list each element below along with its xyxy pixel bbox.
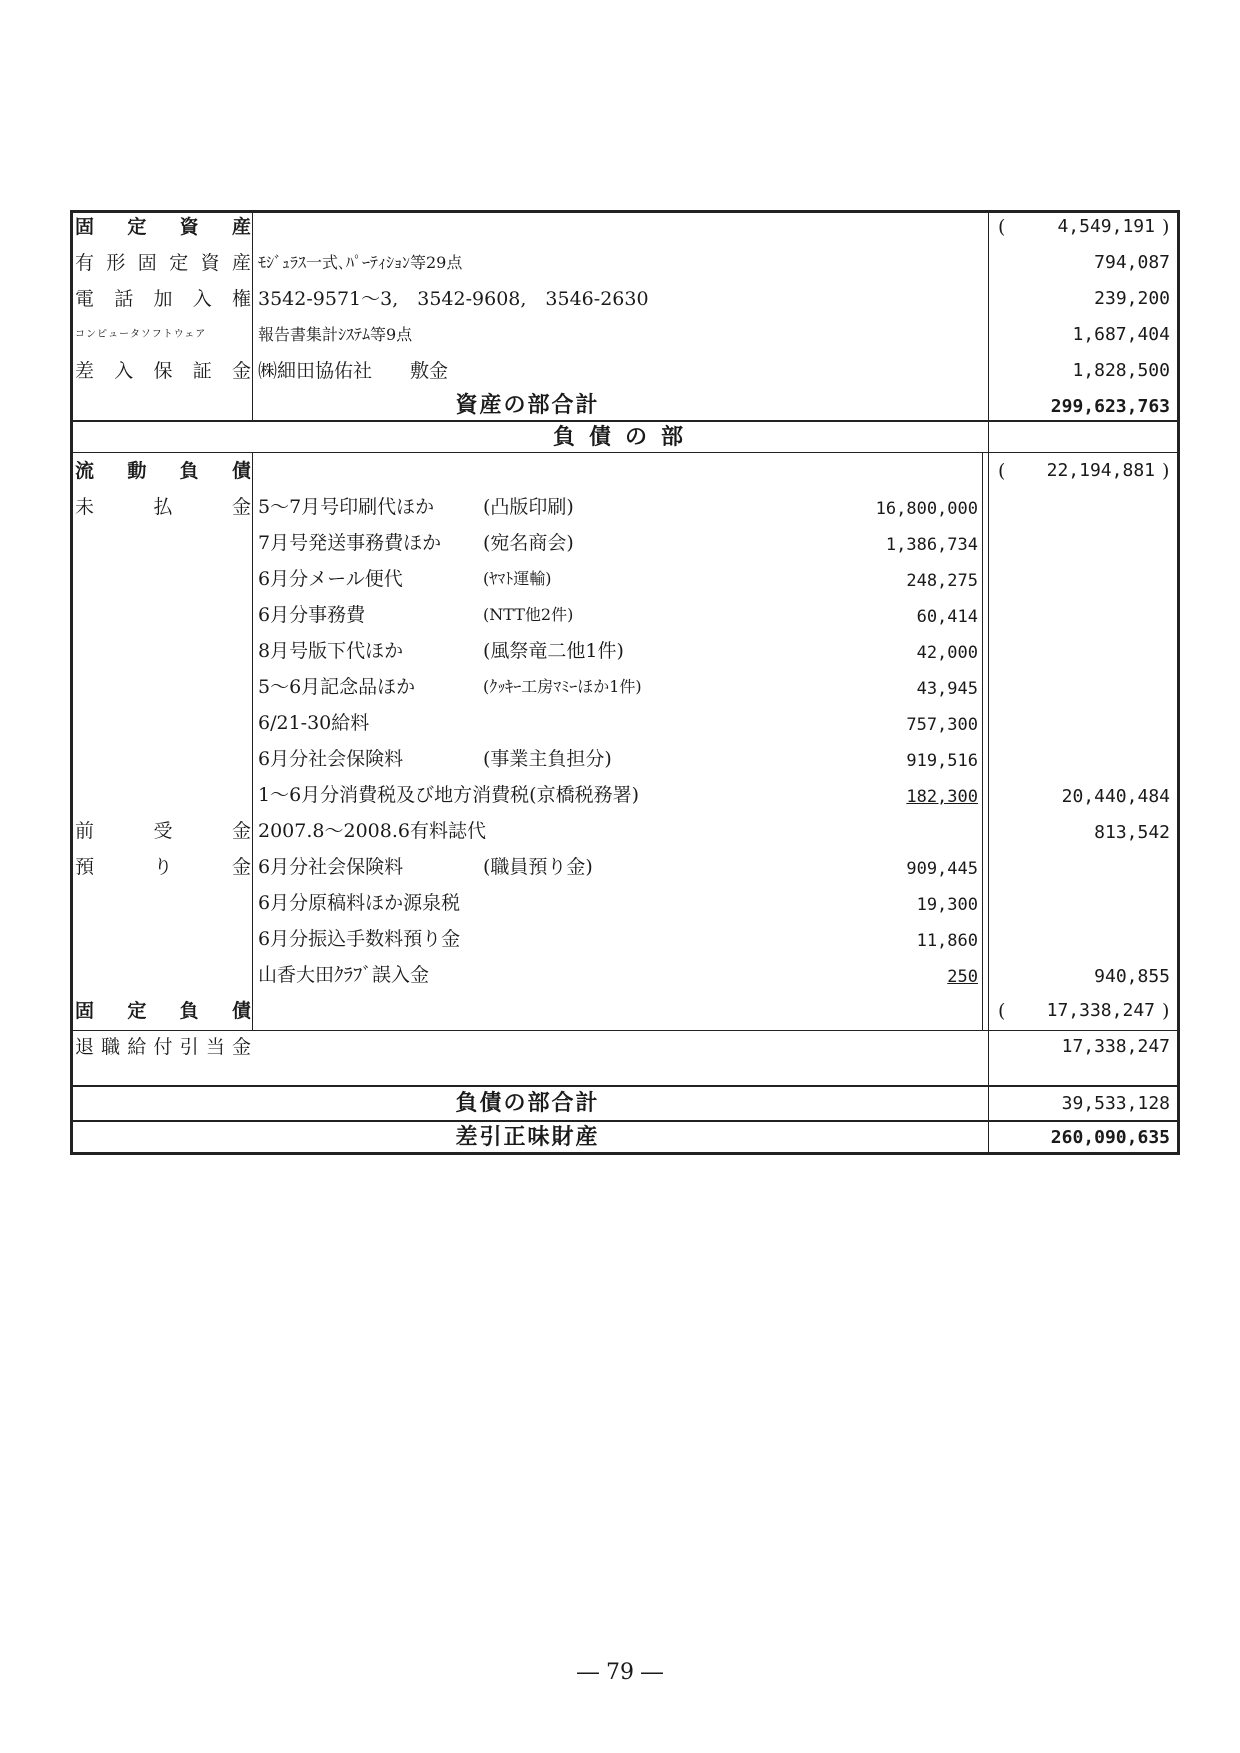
item-amount: 19,300 bbox=[916, 895, 978, 915]
row-description: ﾓｼﾞｭﾗｽ一式､ﾊﾟｰﾃｨｼｮﾝ等29点 bbox=[258, 253, 463, 272]
item-amount: 16,800,000 bbox=[875, 499, 978, 519]
unpaid-total: 20,440,484 bbox=[1061, 786, 1170, 807]
item-party: (ﾔﾏﾄ運輸) bbox=[483, 569, 552, 588]
item-party: (風祭竜二他1件) bbox=[483, 640, 624, 662]
fixed-assets-amount: 4,549,191 bbox=[1057, 216, 1155, 237]
item-amount: 1,386,734 bbox=[885, 535, 978, 555]
deposit-item bbox=[258, 960, 429, 990]
item-desc: 8月号版下代ほか bbox=[258, 640, 404, 662]
current-liabilities-amount: 22,194,881 bbox=[1046, 460, 1155, 481]
row-description: 3542-9571～3, 3542-9608, 3546-2630 bbox=[258, 288, 649, 310]
item-party: (事業主負担分) bbox=[483, 748, 612, 770]
row-amount: 1,828,500 bbox=[1072, 360, 1170, 381]
row-category: 退職給付引当金 bbox=[75, 1036, 251, 1058]
item-desc: 5～7月号印刷代ほか bbox=[258, 496, 435, 518]
unpaid-category: 未払金 bbox=[75, 496, 251, 518]
fixed-liabilities-header: 固定負債 bbox=[75, 1000, 251, 1022]
item-amount: 757,300 bbox=[906, 715, 978, 735]
item-desc: 6/21-30給料 bbox=[258, 712, 370, 734]
paren-open: ( bbox=[998, 216, 1006, 238]
deposit-item bbox=[258, 924, 460, 954]
item-desc: 山香大田ｸﾗﾌﾞ誤入金 bbox=[258, 964, 430, 986]
item-party: (NTT他2件) bbox=[483, 605, 574, 624]
row-amount: 17,338,247 bbox=[1061, 1036, 1170, 1057]
item-desc: 6月分社会保険料 bbox=[258, 748, 404, 770]
unpaid-item bbox=[258, 780, 639, 810]
row-amount: 794,087 bbox=[1094, 252, 1170, 273]
advance-amount: 813,542 bbox=[1094, 822, 1170, 843]
item-desc: 5～6月記念品ほか bbox=[258, 676, 416, 698]
advance-category: 前受金 bbox=[75, 820, 251, 842]
item-amount: 250 bbox=[947, 967, 978, 987]
liability-total-label: 負債の部合計 bbox=[455, 1090, 600, 1116]
asset-total-amount: 299,623,763 bbox=[1050, 396, 1170, 417]
row-divider bbox=[70, 1085, 1180, 1087]
row-divider bbox=[70, 452, 1180, 453]
item-amount: 919,516 bbox=[906, 751, 978, 771]
row-amount: 1,687,404 bbox=[1072, 324, 1170, 345]
item-party: (宛名商会) bbox=[483, 532, 574, 554]
paren-open: ( bbox=[998, 460, 1006, 482]
row-amount: 239,200 bbox=[1094, 288, 1170, 309]
net-assets-amount: 260,090,635 bbox=[1050, 1127, 1170, 1148]
unpaid-item bbox=[258, 492, 574, 522]
liability-total-amount: 39,533,128 bbox=[1061, 1093, 1170, 1114]
deposit-item bbox=[258, 852, 593, 882]
fixed-liabilities-amount: 17,338,247 bbox=[1046, 1000, 1155, 1021]
paren-close: ) bbox=[1162, 1000, 1170, 1022]
item-amount: 60,414 bbox=[916, 607, 978, 627]
item-desc: 1～6月分消費税及び地方消費税(京橋税務署) bbox=[258, 784, 640, 806]
unpaid-item bbox=[258, 564, 552, 594]
current-liabilities-header: 流動負債 bbox=[75, 460, 251, 482]
item-desc: 6月分社会保険料 bbox=[258, 856, 404, 878]
deposits-category: 預り金 bbox=[75, 856, 251, 878]
unpaid-item bbox=[258, 672, 642, 702]
sub-col-divider bbox=[982, 453, 983, 1031]
row-category: 有形固定資産 bbox=[75, 252, 251, 274]
paren-open: ( bbox=[998, 1000, 1006, 1022]
item-party: (ｸｯｷｰ工房ﾏﾐｰほか1件) bbox=[483, 677, 642, 696]
item-amount: 182,300 bbox=[906, 787, 978, 807]
deposits-total: 940,855 bbox=[1094, 966, 1170, 987]
paren-close: ) bbox=[1162, 216, 1170, 238]
row-description: ㈱細田協佑社 敷金 bbox=[258, 360, 449, 382]
col-divider bbox=[988, 210, 989, 420]
unpaid-item bbox=[258, 708, 369, 738]
item-desc: 6月分事務費 bbox=[258, 604, 366, 626]
liabilities-section-title: 負債の部 bbox=[552, 424, 697, 450]
row-description: 報告書集計ｼｽﾃﾑ等9点 bbox=[258, 325, 413, 344]
item-amount: 11,860 bbox=[916, 931, 978, 951]
item-desc: 6月分原稿料ほか源泉税 bbox=[258, 892, 461, 914]
page-number: ― 79 ― bbox=[577, 1660, 663, 1685]
item-desc: 7月号発送事務費ほか bbox=[258, 532, 442, 554]
row-category: 電話加入権 bbox=[75, 288, 251, 310]
unpaid-item bbox=[258, 528, 574, 558]
item-amount: 43,945 bbox=[916, 679, 978, 699]
asset-total-label: 資産の部合計 bbox=[455, 392, 600, 418]
paren-close: ) bbox=[1162, 460, 1170, 482]
row-divider bbox=[70, 1030, 1180, 1031]
row-category: 差入保証金 bbox=[75, 360, 251, 382]
row-category: コンピュータソフトウェア bbox=[75, 329, 207, 340]
item-party: (凸版印刷) bbox=[483, 496, 574, 518]
unpaid-item bbox=[258, 744, 612, 774]
fixed-assets-header: 固定資産 bbox=[75, 216, 251, 238]
item-desc: 6月分振込手数料預り金 bbox=[258, 928, 461, 950]
unpaid-item bbox=[258, 600, 574, 630]
net-assets-label: 差引正味財産 bbox=[455, 1124, 600, 1150]
item-amount: 909,445 bbox=[906, 859, 978, 879]
item-amount: 248,275 bbox=[906, 571, 978, 591]
item-amount: 42,000 bbox=[916, 643, 978, 663]
unpaid-item bbox=[258, 636, 624, 666]
deposit-item bbox=[258, 888, 460, 918]
advance-description: 2007.8～2008.6有料誌代 bbox=[258, 820, 486, 842]
col-divider bbox=[252, 453, 253, 1031]
item-desc: 6月分メール便代 bbox=[258, 568, 403, 590]
col-divider bbox=[988, 453, 989, 1155]
item-party: (職員預り金) bbox=[483, 856, 593, 878]
col-divider bbox=[252, 210, 253, 420]
